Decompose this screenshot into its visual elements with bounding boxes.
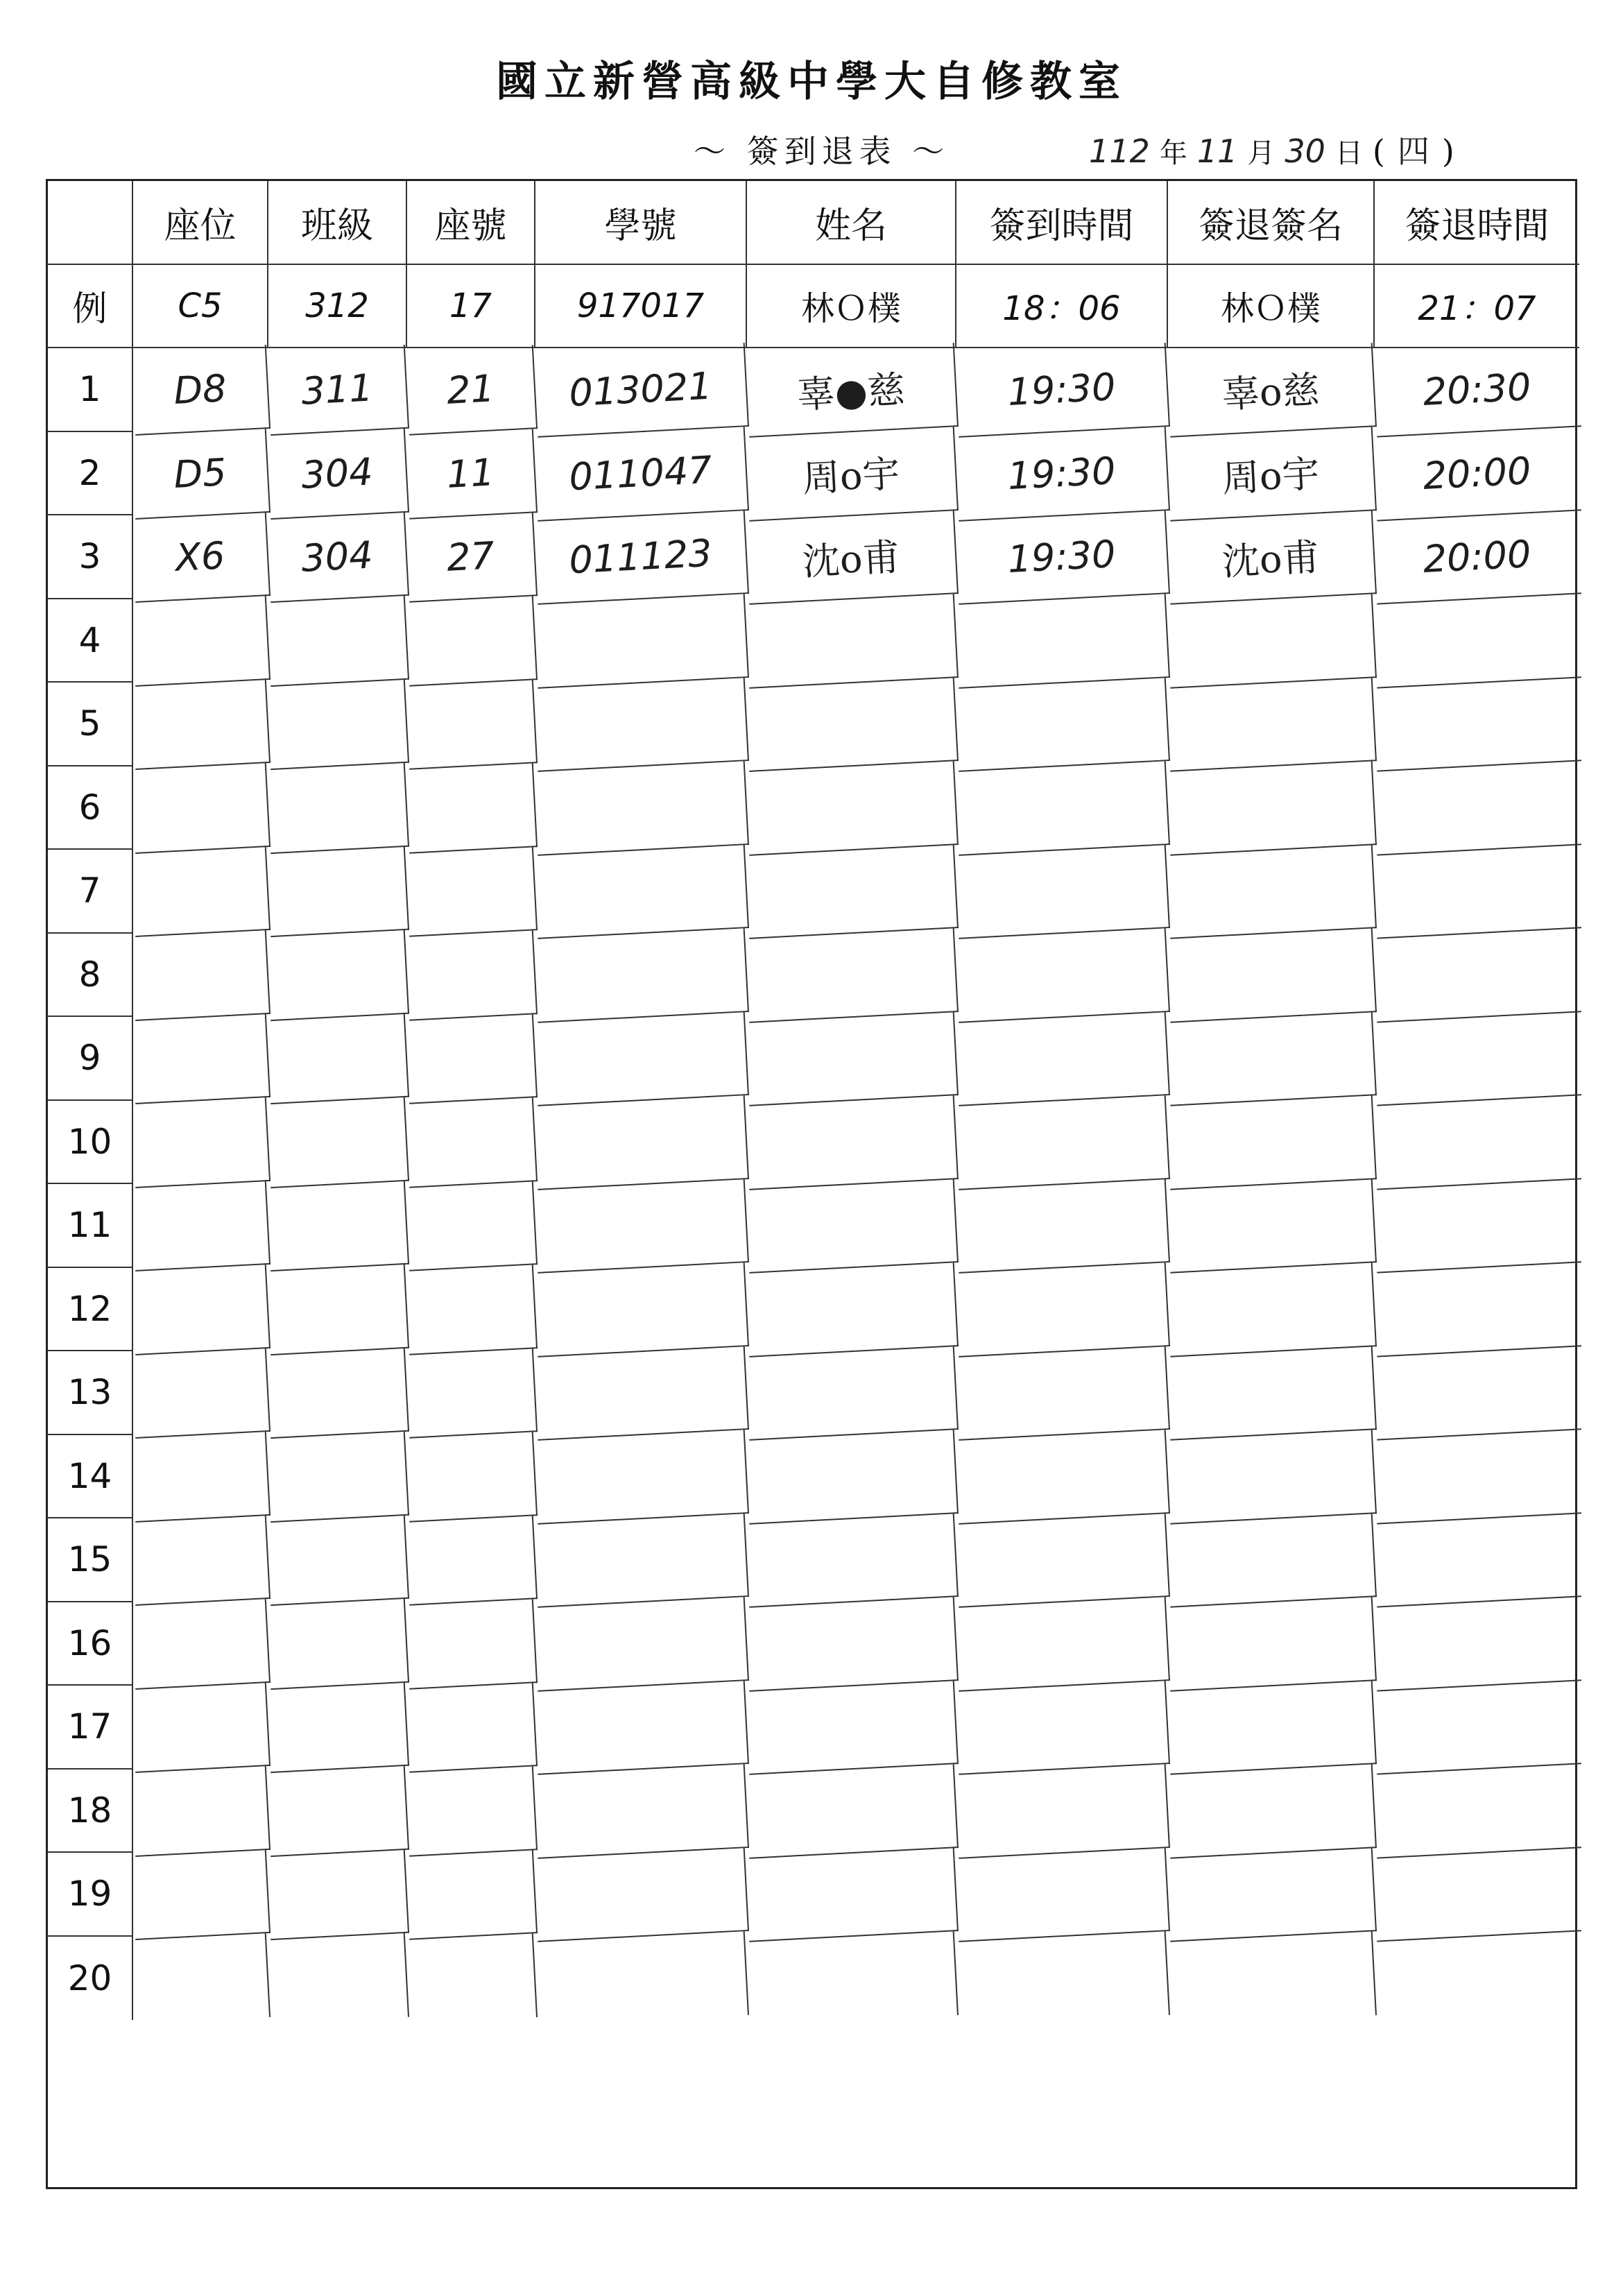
cell-sign-out-time: 20:30 <box>1373 343 1581 437</box>
cell-row-number: 6 <box>48 766 133 850</box>
header-row-number <box>48 181 133 265</box>
cell-sign-out-signature <box>1166 1262 1377 1357</box>
header-sign-out-signature: 簽退簽名 <box>1168 181 1375 265</box>
date-year: 112 <box>1089 132 1150 170</box>
cell-sign-out-signature: 辜o慈 <box>1166 343 1377 437</box>
cell-sign-out-signature: 沈o甫 <box>1166 510 1377 604</box>
cell-student-id <box>533 1513 749 1607</box>
cell-seat-number <box>405 1181 538 1271</box>
cell-sign-in-time <box>954 1346 1170 1440</box>
cell-name: 沈o甫 <box>745 510 959 604</box>
cell-student-id <box>533 677 749 771</box>
cell-sign-in-time <box>954 1095 1170 1190</box>
cell-sign-in-time: 19:30 <box>954 510 1170 604</box>
cell-sign-out-time: 21：07 <box>1375 265 1579 349</box>
cell-student-id: 011047 <box>533 427 749 521</box>
cell-seat-number <box>405 846 538 936</box>
cell-student-id <box>533 1847 749 1942</box>
cell-seat <box>131 929 270 1020</box>
subtitle-row <box>0 126 1623 175</box>
cell-row-number: 19 <box>48 1853 133 1937</box>
cell-sign-out-time <box>1373 1680 1581 1774</box>
cell-seat-number <box>405 679 538 769</box>
cell-sign-out-time <box>1373 1011 1581 1106</box>
cell-name <box>745 677 959 771</box>
cell-seat <box>131 1264 270 1355</box>
cell-class: 312 <box>268 265 407 349</box>
cell-sign-in-time <box>954 1847 1170 1942</box>
cell-sign-out-signature <box>1166 1680 1377 1774</box>
cell-name: 辜●慈 <box>745 343 959 437</box>
cell-seat <box>131 1348 270 1439</box>
cell-seat-number <box>405 763 538 853</box>
cell-sign-out-time <box>1373 761 1581 855</box>
cell-sign-in-time <box>954 1513 1170 1607</box>
cell-name <box>745 1430 959 1524</box>
cell-row-number: 9 <box>48 1017 133 1101</box>
cell-class <box>266 1181 409 1271</box>
cell-seat: D5 <box>131 428 270 519</box>
cell-name <box>745 761 959 855</box>
cell-sign-out-time <box>1373 928 1581 1022</box>
cell-sign-in-time: 19:30 <box>954 427 1170 521</box>
cell-student-id <box>533 1262 749 1357</box>
cell-student-id <box>533 1095 749 1190</box>
cell-seat-number <box>405 930 538 1020</box>
cell-class <box>266 1348 409 1439</box>
cell-name <box>745 1346 959 1440</box>
cell-class <box>266 1515 409 1606</box>
cell-sign-in-time <box>954 761 1170 855</box>
cell-row-number: 20 <box>48 1937 133 2021</box>
cell-class <box>266 1765 409 1856</box>
header-sign-out-time: 簽退時間 <box>1375 181 1579 265</box>
date-year-label: 年 <box>1159 137 1187 169</box>
cell-row-number: 例 <box>48 265 133 349</box>
header-name: 姓名 <box>747 181 956 265</box>
cell-sign-out-time <box>1373 1346 1581 1440</box>
header-seat: 座位 <box>133 181 268 265</box>
cell-student-id <box>533 1764 749 1858</box>
cell-name: 林Ｏ樸 <box>747 265 956 349</box>
header-seat-number: 座號 <box>407 181 535 265</box>
cell-student-id <box>533 1680 749 1774</box>
cell-sign-in-time <box>954 1011 1170 1106</box>
cell-class <box>266 1097 409 1188</box>
cell-sign-in-time <box>954 1262 1170 1357</box>
cell-seat <box>131 1515 270 1606</box>
cell-seat-number: 27 <box>405 512 538 602</box>
sign-in-table <box>46 179 1577 2189</box>
sheet-date <box>1089 126 1454 172</box>
cell-sign-in-time <box>954 1179 1170 1273</box>
cell-sign-out-signature <box>1166 928 1377 1022</box>
cell-seat-number <box>405 1849 538 1939</box>
date-day: 30 <box>1285 132 1325 170</box>
cell-class <box>266 929 409 1020</box>
header-student-id: 學號 <box>535 181 747 265</box>
cell-class: 311 <box>266 345 409 436</box>
cell-row-number: 5 <box>48 683 133 766</box>
header-sign-in-time: 簽到時間 <box>956 181 1168 265</box>
cell-sign-out-time <box>1373 1430 1581 1524</box>
cell-sign-out-signature <box>1166 677 1377 771</box>
date-month-label: 月 <box>1247 137 1276 169</box>
cell-name <box>745 1764 959 1858</box>
cell-row-number: 15 <box>48 1518 133 1602</box>
cell-seat-number <box>405 1766 538 1856</box>
cell-sign-in-time <box>954 928 1170 1022</box>
cell-sign-out-time <box>1373 844 1581 939</box>
cell-sign-out-time <box>1373 1262 1581 1357</box>
cell-seat <box>131 1682 270 1773</box>
header-class: 班級 <box>268 181 407 265</box>
cell-sign-in-time <box>954 594 1170 688</box>
cell-sign-out-signature <box>1166 1011 1377 1106</box>
cell-class <box>266 1264 409 1355</box>
cell-sign-out-time: 20:00 <box>1373 427 1581 521</box>
cell-seat <box>131 1598 270 1689</box>
cell-sign-out-time <box>1373 1179 1581 1273</box>
cell-student-id <box>533 844 749 939</box>
cell-name <box>745 1597 959 1691</box>
cell-sign-in-time <box>954 1430 1170 1524</box>
cell-sign-in-time <box>954 1764 1170 1858</box>
cell-student-id <box>533 1931 749 2025</box>
cell-row-number: 1 <box>48 348 133 432</box>
cell-name <box>745 594 959 688</box>
cell-row-number: 7 <box>48 850 133 934</box>
cell-seat <box>131 1431 270 1522</box>
cell-seat-number <box>405 1265 538 1355</box>
cell-row-number: 10 <box>48 1101 133 1185</box>
sheet-subtitle: ～ 簽到退表 ～ <box>694 132 950 170</box>
cell-seat <box>131 1849 270 1940</box>
cell-student-id: 917017 <box>535 265 747 349</box>
cell-name <box>745 1680 959 1774</box>
cell-seat-number <box>405 1432 538 1522</box>
cell-seat-number <box>405 1933 538 2023</box>
cell-student-id: 011123 <box>533 510 749 604</box>
cell-student-id <box>533 594 749 688</box>
cell-name <box>745 1011 959 1106</box>
cell-class <box>266 1013 409 1104</box>
cell-sign-in-time <box>954 844 1170 939</box>
cell-seat: C5 <box>133 265 268 349</box>
cell-sign-in-time: 18：06 <box>956 265 1168 349</box>
cell-sign-out-signature <box>1166 594 1377 688</box>
cell-class <box>266 762 409 853</box>
cell-student-id: 013021 <box>533 343 749 437</box>
date-weekday-open: ( <box>1372 132 1385 170</box>
cell-sign-out-signature <box>1166 1764 1377 1858</box>
cell-class: 304 <box>266 512 409 603</box>
cell-class <box>266 679 409 770</box>
cell-row-number: 16 <box>48 1602 133 1686</box>
cell-sign-in-time: 19:30 <box>954 343 1170 437</box>
cell-name: 周o宇 <box>745 427 959 521</box>
cell-student-id <box>533 761 749 855</box>
cell-seat-number <box>405 1682 538 1772</box>
cell-student-id <box>533 928 749 1022</box>
cell-sign-out-signature <box>1166 1597 1377 1691</box>
cell-sign-out-time <box>1373 1764 1581 1858</box>
cell-sign-in-time <box>954 1597 1170 1691</box>
cell-name <box>745 844 959 939</box>
cell-sign-out-signature <box>1166 1513 1377 1607</box>
cell-name <box>745 1179 959 1273</box>
cell-name <box>745 1847 959 1942</box>
cell-sign-out-signature: 周o宇 <box>1166 427 1377 521</box>
cell-seat <box>131 1013 270 1104</box>
cell-sign-out-signature <box>1166 1847 1377 1942</box>
date-month: 11 <box>1196 132 1238 170</box>
cell-student-id <box>533 1346 749 1440</box>
cell-sign-out-time <box>1373 677 1581 771</box>
cell-row-number: 3 <box>48 515 133 599</box>
cell-sign-in-time <box>954 1931 1170 2025</box>
cell-sign-out-time <box>1373 1597 1581 1691</box>
cell-seat <box>131 846 270 937</box>
cell-seat-number <box>405 1097 538 1188</box>
cell-sign-out-time <box>1373 1847 1581 1942</box>
cell-row-number: 13 <box>48 1351 133 1435</box>
cell-sign-out-signature <box>1166 1346 1377 1440</box>
cell-name <box>745 1095 959 1190</box>
cell-seat-number: 21 <box>405 345 538 435</box>
cell-seat-number <box>405 1599 538 1689</box>
cell-class <box>266 595 409 686</box>
cell-sign-out-time <box>1373 1095 1581 1190</box>
cell-sign-in-time <box>954 677 1170 771</box>
cell-row-number: 17 <box>48 1686 133 1770</box>
cell-student-id <box>533 1430 749 1524</box>
cell-class <box>266 1431 409 1522</box>
cell-sign-out-time <box>1373 1513 1581 1607</box>
cell-sign-out-signature <box>1166 1095 1377 1190</box>
cell-seat: X6 <box>131 512 270 603</box>
cell-class: 304 <box>266 428 409 519</box>
cell-sign-out-signature <box>1166 1931 1377 2025</box>
cell-seat <box>131 679 270 770</box>
cell-sign-in-time <box>954 1680 1170 1774</box>
cell-sign-out-time <box>1373 1931 1581 2025</box>
cell-class <box>266 1682 409 1773</box>
cell-seat-number <box>405 1013 538 1104</box>
cell-row-number: 14 <box>48 1435 133 1519</box>
cell-name <box>745 1262 959 1357</box>
date-day-label: 日 <box>1334 137 1363 169</box>
cell-seat <box>131 1765 270 1856</box>
cell-sign-out-signature <box>1166 761 1377 855</box>
cell-name <box>745 1513 959 1607</box>
cell-class <box>266 1598 409 1689</box>
cell-sign-out-signature <box>1166 1430 1377 1524</box>
cell-sign-out-time: 20:00 <box>1373 510 1581 604</box>
cell-row-number: 12 <box>48 1268 133 1352</box>
cell-name <box>745 1931 959 2025</box>
cell-class <box>266 846 409 937</box>
cell-name <box>745 928 959 1022</box>
cell-student-id <box>533 1179 749 1273</box>
cell-row-number: 11 <box>48 1184 133 1268</box>
cell-seat <box>131 595 270 686</box>
cell-seat-number: 17 <box>407 265 535 349</box>
cell-seat-number <box>405 596 538 686</box>
cell-seat <box>131 1181 270 1271</box>
page-title: 國立新營高級中學大自修教室 <box>496 58 1127 106</box>
cell-sign-out-signature <box>1166 1179 1377 1273</box>
date-weekday: 四 <box>1397 132 1429 170</box>
cell-row-number: 8 <box>48 934 133 1018</box>
cell-seat: D8 <box>131 345 270 436</box>
cell-seat <box>131 1097 270 1188</box>
cell-seat-number <box>405 1348 538 1438</box>
cell-seat <box>131 1933 270 2023</box>
cell-sign-out-signature <box>1166 844 1377 939</box>
cell-seat <box>131 762 270 853</box>
cell-student-id <box>533 1011 749 1106</box>
cell-row-number: 18 <box>48 1770 133 1853</box>
cell-row-number: 4 <box>48 599 133 683</box>
date-weekday-close: ) <box>1441 132 1454 170</box>
cell-seat-number <box>405 1515 538 1605</box>
cell-sign-out-time <box>1373 594 1581 688</box>
cell-seat-number: 11 <box>405 429 538 519</box>
cell-sign-out-signature: 林Ｏ樸 <box>1168 265 1375 349</box>
cell-class <box>266 1933 409 2023</box>
cell-row-number: 2 <box>48 432 133 516</box>
cell-class <box>266 1849 409 1940</box>
cell-student-id <box>533 1597 749 1691</box>
